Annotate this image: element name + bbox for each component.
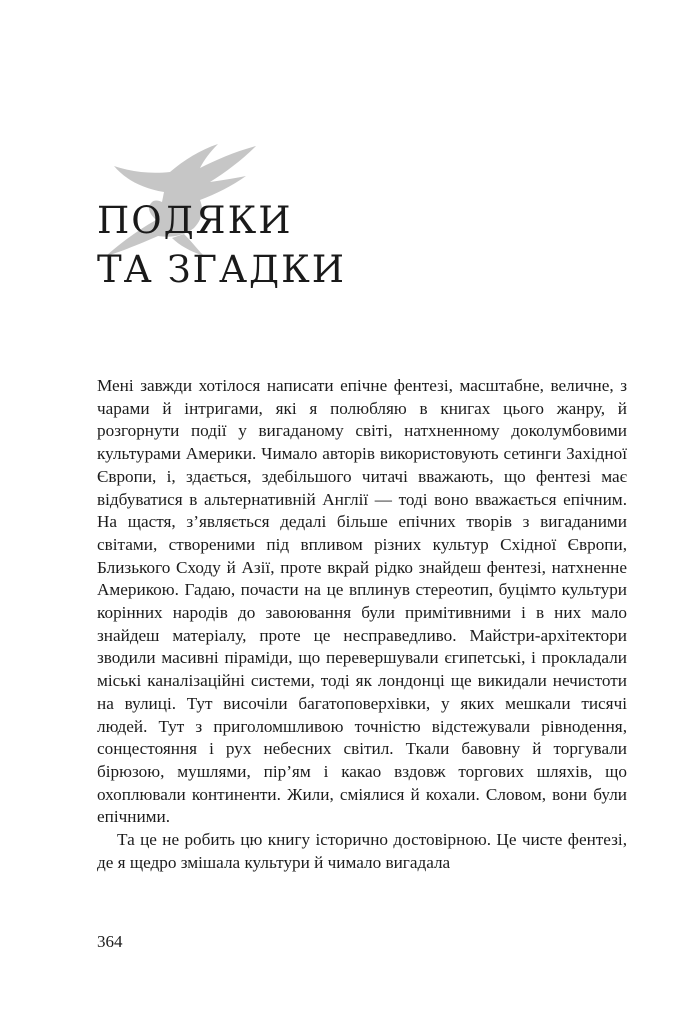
chapter-title bbox=[97, 196, 346, 294]
paragraph-1: Мені завжди хотілося написати епічне фентезі, масштабне, величне, з чарами й інтригами, які я полюбляю в книгах цього жанру, й розгорнути події у вигаданому світі, натхненному доколумбовими культурами Америки. Чимало авторів використовують сетинги Західної Європи, і, здається, здебільшого читачі вважають, що фентезі має відбуватися в альтернативній Англії — тоді воно вважається епічним. На щастя, з’являється дедалі більше епічних творів з вигаданими світами, створеними під впливом різних культур Східної Європи, Близького Сходу й Азії, проте вкрай рідко знайдеш фентезі, натхненне Америкою. Гадаю, почасти на це вплинув стереотип, буцімто культури корінних народів до завоювання були примітивними і в них мало знайдеш матеріалу, проте це несправедливо. Майстри-архітектори зводили масивні піраміди, що перевершували єгипетські, і прокладали міські каналізаційні системи, тоді як лондонці ще викидали нечистоти на вулиці. Тут височіли багатоповерхівки, у яких мешкали тисячі людей. Тут з приголомшливою точністю відстежували рівнодення, сонцестояння і рух небесних світил. Ткали бавовну й торгували бірюзою, мушлями, пір’ям і какао вздовж торгових шляхів, що охоплювали континенти. Жили, сміялися й кохали. Словом, вони були епічними. bbox=[97, 376, 627, 827]
paragraph-2: Та це не робить цю книгу історично достовірною. Це чисте фентезі, де я щедро змішала культури й чимало вигадала bbox=[97, 830, 627, 872]
page-number: 364 bbox=[97, 932, 123, 951]
chapter-title-line-1: ПОДЯКИ bbox=[97, 199, 293, 242]
body-text bbox=[97, 375, 627, 874]
chapter-title-line-2: ТА ЗГАДКИ bbox=[97, 248, 347, 291]
